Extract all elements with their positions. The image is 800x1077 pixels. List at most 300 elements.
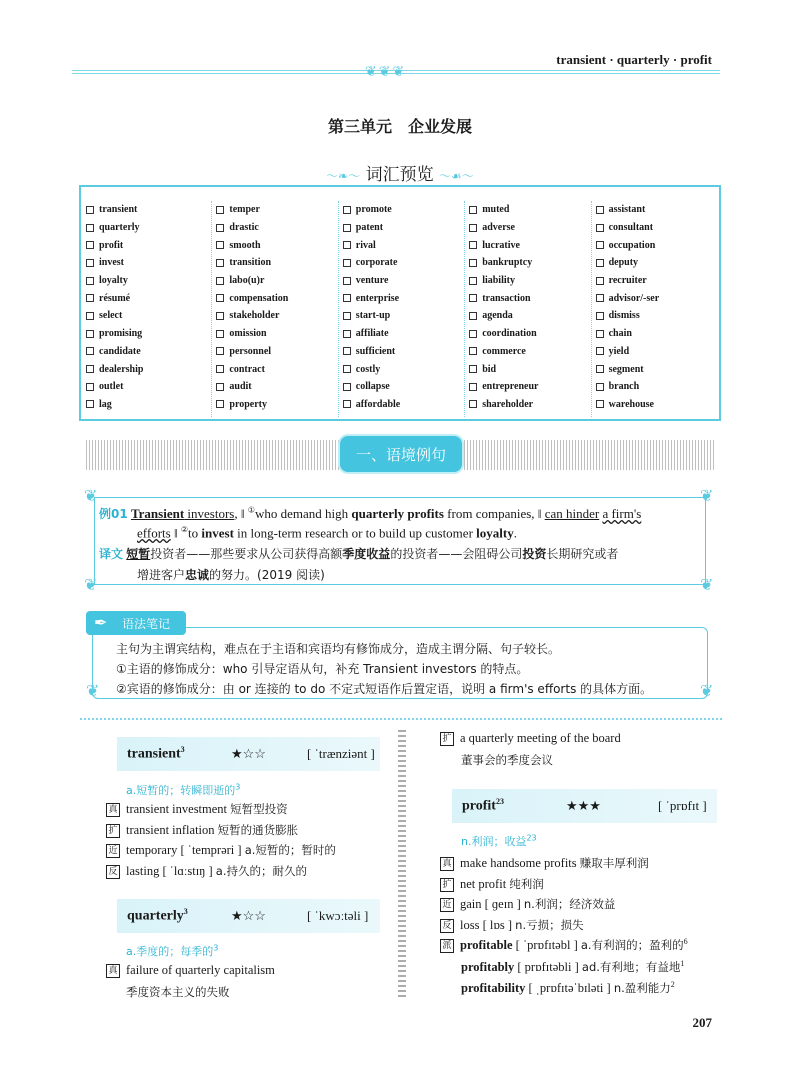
checkbox-icon[interactable] — [216, 330, 224, 338]
example-subject-word: Transient — [130, 506, 185, 521]
phrase-en: gain [ ɡeɪn ] — [460, 897, 524, 911]
translation-text: 增进客户 — [137, 568, 186, 582]
vocab-item — [216, 343, 337, 361]
checkbox-icon[interactable] — [596, 400, 604, 408]
checkbox-icon[interactable] — [469, 224, 477, 232]
vocab-word: recruiter — [608, 275, 647, 287]
vocab-word: occupation — [608, 239, 656, 251]
vocab-word: loyalty — [99, 275, 128, 287]
checkbox-icon[interactable] — [469, 312, 477, 320]
vocab-item — [86, 360, 211, 378]
frequency-sup: 3 — [213, 943, 219, 953]
example-line-1 — [99, 505, 641, 522]
checkbox-icon[interactable] — [216, 347, 224, 355]
checkbox-icon[interactable] — [86, 206, 94, 214]
phonetic: [ ˈprɒfɪt ] — [658, 798, 707, 813]
checkbox-icon[interactable] — [596, 259, 604, 267]
derived-word-text: profitably — [461, 959, 515, 974]
vocab-item — [216, 201, 337, 219]
corner-ornament-icon: ❦ — [84, 577, 98, 594]
checkbox-icon[interactable] — [596, 330, 604, 338]
checkbox-icon[interactable] — [216, 241, 224, 249]
checkbox-icon[interactable] — [596, 224, 604, 232]
vocab-word: compensation — [229, 292, 289, 304]
translation-text: 投资者——那些要求从公司获得高额 — [150, 547, 343, 561]
vocab-item — [343, 289, 464, 307]
entry-header-transient — [117, 737, 380, 771]
checkbox-icon[interactable] — [343, 400, 351, 408]
vocab-item — [86, 343, 211, 361]
unit-title: 第三单元 企业发展 — [327, 117, 472, 136]
part-of-speech — [126, 782, 240, 798]
vocab-item — [86, 289, 211, 307]
checkbox-icon[interactable] — [469, 330, 477, 338]
phonetic: [ prɒfɪtəbli ] — [514, 959, 582, 974]
checkbox-icon[interactable] — [343, 206, 351, 214]
phrase-cn: 董事会的季度会议 — [461, 753, 553, 767]
entry-word — [462, 797, 566, 815]
phrase-cn: ad.有利地；有益地 — [581, 959, 681, 974]
vocab-column — [86, 201, 212, 417]
vocab-word: consultant — [608, 222, 654, 234]
example-text: , ‖ — [234, 506, 248, 521]
vocab-word: promising — [99, 328, 143, 340]
translation-line-1 — [99, 545, 618, 562]
checkbox-icon[interactable] — [86, 312, 94, 320]
vocab-word: stakeholder — [229, 310, 280, 322]
vocab-item — [216, 272, 337, 290]
vocab-word: property — [229, 398, 267, 410]
vocab-word: muted — [482, 204, 510, 216]
checkbox-icon[interactable] — [596, 312, 604, 320]
example-phrase — [106, 863, 307, 879]
badge-icon: 反 — [106, 865, 120, 879]
phrase-cn: n.亏损；损失 — [515, 917, 584, 932]
vocab-item — [596, 343, 718, 361]
vocab-column — [465, 201, 591, 417]
phrase-cn: a.短暂的；暂时的 — [244, 843, 336, 857]
entry-word-text: transient — [127, 746, 181, 762]
example-line-2 — [137, 525, 517, 541]
vocab-word: lag — [99, 398, 112, 410]
checkbox-icon[interactable] — [216, 365, 224, 373]
entry-word-text: profit — [462, 798, 496, 814]
vocab-item — [469, 378, 590, 396]
vocab-word: drastic — [229, 222, 259, 234]
vocab-item — [596, 396, 718, 414]
vocab-item — [596, 254, 718, 272]
pos-text: n.利润；收益 — [461, 835, 527, 848]
checkbox-icon[interactable] — [216, 400, 224, 408]
vocab-word: collapse — [355, 381, 390, 393]
checkbox-icon[interactable] — [216, 259, 224, 267]
example-phrase — [106, 963, 275, 978]
checkbox-icon[interactable] — [469, 294, 477, 302]
vocab-item — [469, 396, 590, 414]
vocab-item — [216, 254, 337, 272]
badge-icon: 反 — [440, 919, 454, 933]
phrase-en: temporary [ ˈtemprəri ] — [126, 843, 245, 857]
example-phrase — [106, 801, 288, 817]
example-text: ‖ — [170, 525, 181, 541]
phrase-en: a quarterly meeting of the board — [460, 731, 621, 745]
badge-icon: 真 — [106, 964, 120, 978]
part-of-speech — [126, 943, 218, 959]
checkbox-icon[interactable] — [596, 206, 604, 214]
page-number: 207 — [692, 1015, 712, 1030]
swirl-ornament-icon: ～☙～ — [439, 169, 474, 183]
vocab-word: adverse — [482, 222, 515, 234]
checkbox-icon[interactable] — [596, 347, 604, 355]
phrase-cn: 短暂的通货膨胀 — [217, 822, 299, 837]
vocab-word: labo(u)r — [229, 275, 265, 287]
vocab-item — [469, 307, 590, 325]
checkbox-icon[interactable] — [86, 294, 94, 302]
vocab-word: dismiss — [608, 310, 640, 322]
marker-2: ② — [180, 525, 189, 534]
vocab-word: omission — [229, 328, 267, 340]
phrase-en: make handsome profits — [460, 856, 580, 870]
vocab-word: entrepreneur — [482, 381, 539, 393]
vocab-item — [86, 396, 211, 414]
vocab-word: smooth — [229, 239, 261, 251]
example-text: who demand high — [254, 506, 352, 521]
vocab-item — [343, 219, 464, 237]
checkbox-icon[interactable] — [343, 277, 351, 285]
vocab-item — [216, 307, 337, 325]
checkbox-icon[interactable] — [596, 365, 604, 373]
phrase-cn: 赚取丰厚利润 — [579, 856, 649, 870]
vocab-word: profit — [99, 239, 124, 251]
phrase-en: failure of quarterly capitalism — [126, 963, 275, 977]
star-rating: ★☆☆ — [231, 908, 266, 923]
vocab-item — [469, 236, 590, 254]
vocab-item — [216, 325, 337, 343]
vocab-item — [596, 325, 718, 343]
vocab-word: promote — [355, 204, 392, 216]
example-phrase — [106, 842, 336, 858]
vocab-word: corporate — [355, 257, 398, 269]
vocab-word: dealership — [99, 363, 144, 375]
checkbox-icon[interactable] — [469, 206, 477, 214]
vocab-grid — [86, 201, 718, 417]
vocab-word: quarterly — [99, 222, 140, 234]
vocab-column — [592, 201, 718, 417]
checkbox-icon[interactable] — [469, 400, 477, 408]
vocab-word: costly — [355, 363, 381, 375]
example-phrase-cn — [461, 752, 553, 768]
vocab-item — [216, 236, 337, 254]
vocab-word: temper — [229, 204, 260, 216]
vocab-item — [86, 219, 211, 237]
part-of-speech — [461, 833, 537, 849]
vocab-item — [216, 396, 337, 414]
vocab-item — [596, 378, 718, 396]
checkbox-icon[interactable] — [343, 259, 351, 267]
example-phrase — [440, 896, 615, 912]
checkbox-icon[interactable] — [343, 224, 351, 232]
checkbox-icon[interactable] — [216, 294, 224, 302]
vocab-word: transient — [99, 204, 138, 216]
checkbox-icon[interactable] — [86, 241, 94, 249]
vocab-item — [469, 254, 590, 272]
quill-icon: ✒ — [94, 615, 108, 632]
frequency-sup: 23 — [526, 833, 537, 843]
example-phrase — [440, 731, 621, 746]
vocab-item — [86, 201, 211, 219]
example-text: to — [188, 525, 202, 541]
vocab-word: enterprise — [355, 292, 400, 304]
vocab-word: advisor/-ser — [608, 292, 660, 304]
phrase-en: lasting [ ˈlɑːstɪŋ ] — [126, 863, 216, 878]
checkbox-icon[interactable] — [596, 241, 604, 249]
example-phrase — [440, 876, 544, 892]
vocab-item — [469, 272, 590, 290]
derived-word — [461, 959, 684, 975]
checkbox-icon[interactable] — [86, 400, 94, 408]
vocab-word: venture — [355, 275, 389, 287]
phrase-en: transient investment — [126, 802, 231, 816]
vocab-item — [86, 254, 211, 272]
phrase-cn: 短暂型投资 — [230, 802, 288, 816]
vocab-column — [339, 201, 465, 417]
vocab-word: bankruptcy — [482, 257, 533, 269]
vocab-item — [469, 325, 590, 343]
checkbox-icon[interactable] — [343, 330, 351, 338]
checkbox-icon[interactable] — [216, 312, 224, 320]
checkbox-icon[interactable] — [469, 365, 477, 373]
checkbox-icon[interactable] — [216, 206, 224, 214]
vocab-word: bid — [482, 363, 497, 375]
phonetic: [ ˈkwɔːtəli ] — [307, 908, 369, 923]
vocab-word: assistant — [608, 204, 646, 216]
vocab-item — [596, 272, 718, 290]
checkbox-icon[interactable] — [343, 383, 351, 391]
phrase-cn: 纯利润 — [509, 876, 544, 891]
checkbox-icon[interactable] — [86, 383, 94, 391]
example-text: from companies, ‖ — [443, 506, 545, 521]
checkbox-icon[interactable] — [86, 277, 94, 285]
frequency-sup: 3 — [235, 782, 241, 792]
section-banner-label: 一、语境例句 — [340, 436, 462, 472]
checkbox-icon[interactable] — [596, 277, 604, 285]
example-phrase-cn — [126, 984, 230, 1000]
phrase-en: net profit — [460, 876, 510, 891]
grammar-line: ②宾语的修饰成分：由 or 连接的 to do 不定式短语作后置定语，说明 a firm's efforts 的具体方面。 — [116, 682, 653, 696]
vocab-item — [596, 307, 718, 325]
phrase-cn: 季度资本主义的失败 — [126, 985, 230, 999]
vocab-item — [596, 219, 718, 237]
grammar-tag: 语法笔记 — [86, 611, 186, 635]
phrase-cn: n.利润；经济效益 — [523, 897, 616, 911]
example-object: a firm's — [602, 506, 642, 521]
pos-text: a.季度的；每季的 — [126, 945, 214, 958]
vocab-column — [212, 201, 338, 417]
checkbox-icon[interactable] — [343, 347, 351, 355]
vocab-word: outlet — [99, 381, 124, 393]
grammar-line: 主句为主谓宾结构，难点在于主语和宾语均有修饰成分，造成主谓分隔、句子较长。 — [116, 642, 561, 656]
checkbox-icon[interactable] — [469, 347, 477, 355]
vocab-word: candidate — [99, 345, 141, 357]
phrase-en: loss [ lɒs ] — [460, 917, 516, 932]
translation-text: 长期研究或者 — [546, 547, 619, 561]
vocab-item — [216, 289, 337, 307]
vocab-item — [86, 378, 211, 396]
vocab-word: personnel — [229, 345, 272, 357]
vocab-word: warehouse — [608, 398, 654, 410]
translation-bold: 忠诚 — [185, 568, 210, 582]
swirl-ornament-icon: ～❧～ — [326, 169, 361, 183]
corner-ornament-icon: ❦ — [700, 577, 714, 594]
badge-icon: 近 — [106, 844, 120, 858]
entry-word — [127, 907, 231, 925]
vocab-title — [300, 160, 500, 185]
example-object: efforts — [137, 525, 171, 541]
corner-ornament-icon: ❦ — [86, 683, 100, 700]
example-tag: 例01 — [99, 507, 128, 521]
vocab-word: segment — [608, 363, 644, 375]
example-phrase — [440, 917, 584, 933]
checkbox-icon[interactable] — [343, 294, 351, 302]
vocab-item — [469, 360, 590, 378]
vocab-word: yield — [608, 345, 630, 357]
vocab-word: shareholder — [482, 398, 534, 410]
checkbox-icon[interactable] — [469, 277, 477, 285]
vocab-item — [343, 325, 464, 343]
phrase-cn: a.有利润的；盈利的 — [580, 938, 684, 953]
translation-bold: 季度收益 — [342, 547, 391, 561]
vocab-word: liability — [482, 275, 515, 287]
vocab-item — [469, 343, 590, 361]
checkbox-icon[interactable] — [216, 224, 224, 232]
frequency-sup: 2 — [670, 980, 675, 989]
translation-bold: 投资 — [522, 547, 547, 561]
example-phrase — [440, 855, 649, 871]
checkbox-icon[interactable] — [343, 241, 351, 249]
vocab-word: transition — [229, 257, 272, 269]
checkbox-icon[interactable] — [469, 241, 477, 249]
vocab-item — [86, 272, 211, 290]
vocab-item — [86, 325, 211, 343]
vocab-word: commerce — [482, 345, 526, 357]
checkbox-icon[interactable] — [86, 259, 94, 267]
vocab-item — [596, 289, 718, 307]
checkbox-icon[interactable] — [86, 347, 94, 355]
vocab-word: patent — [355, 222, 384, 234]
vocab-item — [216, 378, 337, 396]
pos-text: a.短暂的；转瞬即逝的 — [126, 784, 236, 797]
checkbox-icon[interactable] — [469, 383, 477, 391]
frequency-sup: 3 — [183, 907, 188, 917]
header-ornament-icon: ❦❦❦ — [365, 65, 407, 80]
vocab-item — [469, 289, 590, 307]
vocab-word: deputy — [608, 257, 639, 269]
phrase-cn: a.持久的；耐久的 — [215, 863, 307, 878]
star-rating: ★★★ — [566, 798, 601, 813]
vocab-word: audit — [229, 381, 252, 393]
frequency-sup: 23 — [495, 797, 504, 807]
corner-ornament-icon: ❦ — [84, 488, 98, 505]
example-verb: can hinder — [544, 506, 600, 521]
frequency-sup: 6 — [683, 937, 688, 946]
badge-icon: 扩 — [440, 732, 454, 746]
checkbox-icon[interactable] — [596, 294, 604, 302]
vocab-item — [469, 201, 590, 219]
example-bold-word: loyalty — [476, 525, 514, 541]
vocab-item — [343, 378, 464, 396]
checkbox-icon[interactable] — [216, 277, 224, 285]
translation-tag: 译文 — [99, 547, 124, 561]
frequency-sup: 1 — [680, 958, 685, 968]
vocab-item — [343, 343, 464, 361]
vocab-item — [343, 396, 464, 414]
vocab-item — [469, 219, 590, 237]
checkbox-icon[interactable] — [469, 259, 477, 267]
vocab-item — [216, 360, 337, 378]
checkbox-icon[interactable] — [343, 312, 351, 320]
vocab-word: start-up — [355, 310, 391, 322]
checkbox-icon[interactable] — [216, 383, 224, 391]
vocab-word: affordable — [355, 398, 401, 410]
vocab-word: coordination — [482, 328, 537, 340]
derived-word-text: profitability — [461, 981, 526, 996]
checkbox-icon[interactable] — [86, 365, 94, 373]
example-bold-word: invest — [201, 525, 234, 541]
vocab-item — [596, 360, 718, 378]
entry-header-quarterly — [117, 899, 380, 933]
checkbox-icon[interactable] — [86, 330, 94, 338]
example-text: in long-term research or to build up customer — [233, 525, 477, 541]
vocab-item — [343, 307, 464, 325]
vocab-item — [343, 201, 464, 219]
vocab-item — [343, 272, 464, 290]
checkbox-icon[interactable] — [343, 365, 351, 373]
star-rating: ★☆☆ — [231, 746, 266, 761]
badge-icon: 扩 — [106, 824, 120, 838]
badge-icon: 扩 — [440, 878, 454, 892]
vocab-item — [216, 219, 337, 237]
vocab-word: rival — [355, 239, 376, 251]
vocab-item — [86, 236, 211, 254]
corner-ornament-icon: ❦ — [700, 488, 714, 505]
checkbox-icon[interactable] — [596, 383, 604, 391]
column-divider — [398, 730, 406, 1000]
vocab-word: agenda — [482, 310, 513, 322]
grammar-line: ①主语的修饰成分：who 引导定语从句，补充 Transient investors 的特点。 — [116, 662, 529, 676]
entry-header-profit — [452, 789, 717, 823]
vocab-word: affiliate — [355, 328, 389, 340]
vocab-word: résumé — [99, 292, 131, 304]
vocab-word: contract — [229, 363, 265, 375]
phonetic: [ ˈprɒfɪtəbl ] — [512, 938, 581, 953]
vocab-word: branch — [608, 381, 640, 393]
vocab-word: invest — [99, 257, 124, 269]
example-bold-phrase: quarterly profits — [351, 506, 444, 521]
derived-word — [440, 937, 688, 953]
vocab-item — [86, 307, 211, 325]
running-title: transient · quarterly · profit — [556, 52, 712, 67]
derived-word — [461, 980, 675, 996]
corner-ornament-icon: ❦ — [700, 683, 714, 700]
checkbox-icon[interactable] — [86, 224, 94, 232]
vocab-word: select — [99, 310, 123, 322]
frequency-sup: 3 — [180, 745, 185, 755]
derived-word-text: profitable — [460, 938, 513, 953]
translation-text: 的投资者——会阻碍公司 — [390, 547, 523, 561]
example-text: . — [513, 525, 517, 541]
section-divider — [80, 718, 722, 720]
vocab-word: sufficient — [355, 345, 396, 357]
